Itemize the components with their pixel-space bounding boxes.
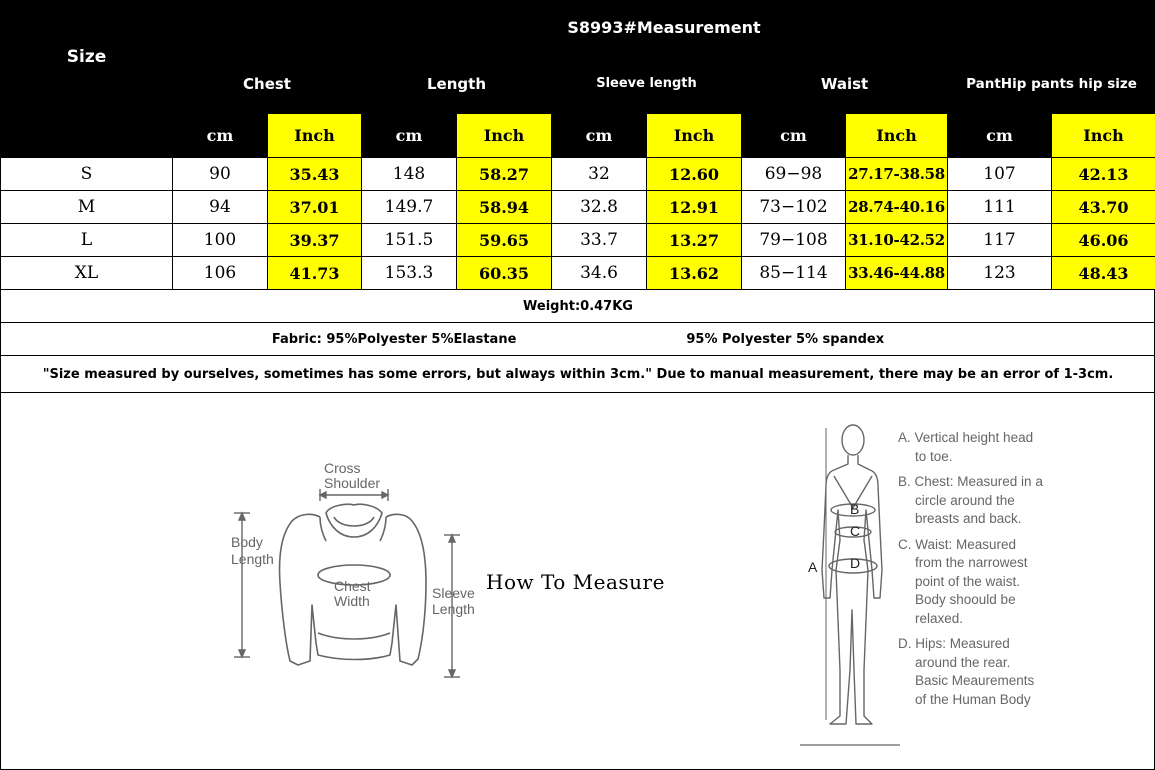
note-c-line3: point of the waist. xyxy=(915,573,1021,589)
size-cell: XL xyxy=(1,257,173,290)
length-inch-cell: 58.94 xyxy=(457,191,552,224)
sleeve-label: Sleeve xyxy=(432,585,475,601)
chest-inch-header: Inch xyxy=(268,114,362,158)
note-c-line4: Body shoould be xyxy=(915,592,1016,607)
waist-inch-cell: 33.46-44.88 xyxy=(846,257,948,290)
letter-c: C xyxy=(850,523,861,539)
length-inch-cell: 58.27 xyxy=(457,158,552,191)
waist-cm-cell: 73−102 xyxy=(742,191,846,224)
sleeve-cm-cell: 32 xyxy=(552,158,647,191)
note-d-line1: D. Hips: Measured xyxy=(898,636,1010,651)
letter-d: D xyxy=(850,555,861,571)
sleeve-cm-cell: 33.7 xyxy=(552,224,647,257)
length-cm-cell: 153.3 xyxy=(362,257,457,290)
note-c xyxy=(898,536,1098,629)
note-d-line3: Basic Meaurements xyxy=(915,673,1035,688)
size-cell: S xyxy=(1,158,173,191)
head-outline xyxy=(842,425,864,455)
note-b-line2: circle around the xyxy=(915,492,1015,508)
size-cell: M xyxy=(1,191,173,224)
length-cm-header: cm xyxy=(362,114,457,158)
size-column-header: Size xyxy=(1,1,173,114)
fabric-row xyxy=(1,323,1155,356)
table-row xyxy=(1,191,1155,224)
body-length-label: Length xyxy=(231,551,274,567)
body-label: Body xyxy=(231,534,263,550)
cross-label: Cross xyxy=(324,460,361,476)
hip-inch-cell: 43.70 xyxy=(1052,191,1155,224)
note-a-line2: to toe. xyxy=(915,448,953,464)
letter-a: A xyxy=(808,559,818,575)
hip-cm-cell: 111 xyxy=(948,191,1052,224)
chest-inch-cell: 39.37 xyxy=(268,224,362,257)
sleeve-inch-cell: 13.27 xyxy=(647,224,742,257)
note-a xyxy=(898,429,1098,466)
chest-inch-cell: 41.73 xyxy=(268,257,362,290)
chest-header: Chest xyxy=(173,54,362,114)
waist-cm-cell: 85−114 xyxy=(742,257,846,290)
length-cm-cell: 151.5 xyxy=(362,224,457,257)
note-d-line4: of the Human Body xyxy=(915,691,1031,707)
chest-label: Chest xyxy=(334,578,371,594)
note-a-line1: A. Vertical height head xyxy=(898,430,1034,445)
waist-cm-cell: 79−108 xyxy=(742,224,846,257)
waist-cm-cell: 69−98 xyxy=(742,158,846,191)
note-c-line5: relaxed. xyxy=(915,610,964,626)
hip-inch-cell: 46.06 xyxy=(1052,224,1155,257)
sleeve-inch-cell: 13.62 xyxy=(647,257,742,290)
waist-inch-cell: 27.17-38.58 xyxy=(846,158,948,191)
body-diagram xyxy=(800,420,900,750)
table-title: S8993#Measurement xyxy=(173,1,1155,54)
garment-collar xyxy=(326,504,382,537)
note-c-line1: C. Waist: Measured xyxy=(898,536,1017,552)
length-inch-cell: 59.65 xyxy=(457,224,552,257)
note-b xyxy=(898,473,1098,529)
weight-row: Weight:0.47KG xyxy=(1,290,1155,323)
table-row xyxy=(1,158,1155,191)
note-d xyxy=(898,635,1098,709)
chest-cm-cell: 100 xyxy=(173,224,268,257)
sleeve-inch-cell: 12.91 xyxy=(647,191,742,224)
note-b-line1: B. Chest: Measured in a xyxy=(898,474,1043,489)
sleeve-inch-header: Inch xyxy=(647,114,742,158)
waist-inch-header: Inch xyxy=(846,114,948,158)
waist-cm-header: cm xyxy=(742,114,846,158)
sleeve-cm-cell: 34.6 xyxy=(552,257,647,290)
length-cm-cell: 148 xyxy=(362,158,457,191)
size-cell: L xyxy=(1,224,173,257)
waist-header: Waist xyxy=(742,54,948,114)
letter-b: B xyxy=(850,501,860,517)
length-cm-cell: 149.7 xyxy=(362,191,457,224)
hip-cm-cell: 123 xyxy=(948,257,1052,290)
table-row xyxy=(1,224,1155,257)
hip-cm-cell: 117 xyxy=(948,224,1052,257)
chest-inch-cell: 37.01 xyxy=(268,191,362,224)
shoulder-label: Shoulder xyxy=(324,475,381,491)
fabric-composition: Fabric: 95%Polyester 5%Elastane xyxy=(271,331,517,347)
table-row xyxy=(1,257,1155,290)
hip-header: PantHip pants hip size xyxy=(948,54,1155,114)
measurement-notes xyxy=(898,429,1098,716)
length-inch-cell: 60.35 xyxy=(457,257,552,290)
hip-inch-cell: 48.43 xyxy=(1052,257,1155,290)
hip-inch-header: Inch xyxy=(1052,114,1155,158)
note-b-line3: breasts and back. xyxy=(915,511,1022,526)
chest-cm-cell: 90 xyxy=(173,158,268,191)
hip-cm-header: cm xyxy=(948,114,1052,158)
how-to-measure-title: How To Measure xyxy=(486,570,665,594)
fabric-composition-alt: 95% Polyester 5% spandex xyxy=(686,331,885,347)
waist-inch-cell: 28.74-40.16 xyxy=(846,191,948,224)
sleeve-cm-header: cm xyxy=(552,114,647,158)
hip-cm-cell: 107 xyxy=(948,158,1052,191)
note-d-line2: around the rear. xyxy=(915,654,1011,670)
length-inch-header: Inch xyxy=(457,114,552,158)
width-label: Width xyxy=(334,593,370,609)
note-c-line2: from the narrowest xyxy=(915,555,1028,570)
waist-inch-cell: 31.10-42.52 xyxy=(846,224,948,257)
sleeve-inch-cell: 12.60 xyxy=(647,158,742,191)
sleeve-length-label: Length xyxy=(432,601,475,617)
chest-cm-header: cm xyxy=(173,114,268,158)
sleeve-length-header: Sleeve length xyxy=(552,54,742,114)
chest-inch-cell: 35.43 xyxy=(268,158,362,191)
chest-cm-cell: 106 xyxy=(173,257,268,290)
hip-inch-cell: 42.13 xyxy=(1052,158,1155,191)
sleeve-cm-cell: 32.8 xyxy=(552,191,647,224)
measurement-note: "Size measured by ourselves, sometimes has some errors, but always within 3cm." Due to manual measurement, there may be an error of 1-3cm. xyxy=(1,356,1155,393)
length-header: Length xyxy=(362,54,552,114)
chest-cm-cell: 94 xyxy=(173,191,268,224)
unit-header-blank xyxy=(1,114,173,158)
garment-diagram xyxy=(220,455,500,685)
